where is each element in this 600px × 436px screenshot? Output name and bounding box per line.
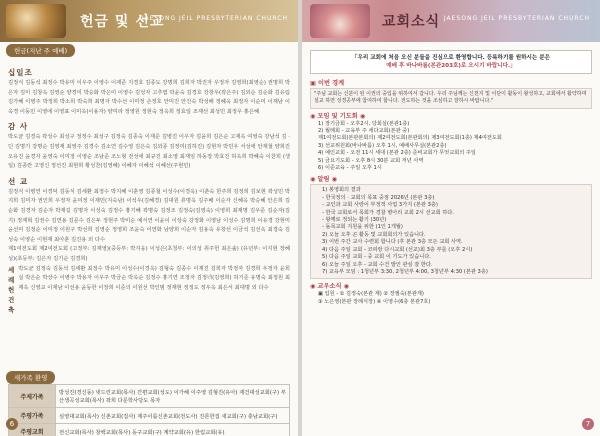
row-text: 방성진(경신동) 넷드린교회(목사) 간편교회(성도) 이가혜 이주영 김형진(유아) 재건대성교회(구) 부산생곡성교회(목사) 곽희 다문학사당도 목자: [56, 385, 290, 408]
tithe-names: 김정식 김동석 최정수 박유미 이우주 이영수 이재준 지경호 김종도 강명희 김희자 박진자 우정자 김영희(최영순) 권명희 박은자 김미 김창옥 김영순 양경미 박승화 박은미 이영수 김성자 고추엽 곽윤숙 김경호 강창우(곽은주) 김외순 김순화 김유림 김가혜 이병주 박정희 박소희 박숙희 최명자 박수선 이미정 손정호 안미진 안진숙 박성배 정혜옥 최정자 이순미 이재남 이옥경 이동민 이영애 이영표 이미옥(이용자) 양미라 정영원 정현숙 정옥희 정효일 조재선 최성민 최정우 홍은혜: [8, 80, 290, 115]
row-label: 주평교회: [9, 424, 56, 436]
building-offering: [8, 265, 290, 315]
right-page: [302, 0, 600, 436]
list-item: 3) 이번 주간 교사 수련회 합니다 (후 본관 3층 모든 교회 사역.: [322, 239, 463, 246]
list-item: - 교인과 교회 사랑이 부정적 사업 3가지 (본관 3층): [322, 202, 438, 209]
list-item: ▣ 입원 - ① 김정숙(본관 계) ② 장필숙(본관계): [318, 291, 424, 298]
group-names: 제1여전도회 제2여전도회 (고정부: 김재영)(중등부: 박지웅) 이성은(초청부: 이의성 취주헌 최은솔) (유년부: 이지현 장혜성)(초등부: 김은자 김기순 김경희): [8, 246, 290, 262]
building-names: 박도균 김정숙 김동석 김세환 최정수 박유미 이성수(이경옥) 김형숙 김종수 이재진 김희자 박정자 김경희 우정자 윤희실 박은순 박상수 이병주 박용자 이우주 박금순 박옥순 김정수 홍기연 조정자 김정녀(김영희) 허기준 유명숙 최정원 최재옥 신영교 이재남 이선용 윤동한 이장희 이준의 이원선 박인범 정재현 정정도 정우옥 최은서 최대명 외 다수: [18, 265, 290, 291]
category-label: 십일조: [8, 68, 33, 77]
row-text: 전신교회(목사) 창백교회(목사) 동구교회(구) 계약교회(유) 한림교회(유): [56, 424, 290, 436]
notice-line: 「우리 교회에 처음 오신 분들을 진심으로 환영합니다. 등록하기를 원하시는 분은: [351, 55, 551, 61]
section-title: ◉ 교우소식 ◉: [310, 283, 350, 291]
list-item: 제1여전도회(본관본회의) 제2여전도회(본관회의) 제3여전도회(1층) 제4여전도회: [318, 135, 502, 142]
table-row: [9, 408, 290, 424]
thanks-names: 박도균 김경숙 곽성수 최성구 정정수 최성구 김정숙 김종숙 이재준 김병진 이우자 김윤희 김은순 고재옥 여영숙 강남석 김 · 딘 김명기 강명순 김영재 최영주 김경수 김소연 김수영 김은숙 김외종 김정미(김하진) 김현자 박민우 서성애 안재철 양희진 오유진 윤경자 윤영숙 이미정 이영순 조남준 조노형 전성애 최규진 최소영 최재임 하동장 박효진 허옥희 박혜숙 이찬희 (생일) 김종란 고영신 정선진 최현희 황성찬(김영혜) 이혜자 이혜석 이혜선(주현민): [8, 134, 290, 170]
category-label: 선 교: [8, 176, 29, 186]
list-item: 6) 이준교육 - 주일 오후 1시: [318, 165, 382, 172]
list-item: 4) 예인교회 - 오전 11시 세대 (본관 2층) 준비교회가 무엇교회의 주일: [318, 150, 476, 157]
list-item: 2) 오늘 오후 곤 활동 및 교회회의가 있습니다.: [322, 231, 426, 238]
meeting-list: [310, 121, 592, 173]
page-title: 교회소식: [382, 14, 441, 30]
church-news: [310, 76, 592, 306]
section-title: ◉ 모임 및 기도회 ◉: [310, 112, 366, 120]
list-item: - 한국 교회로서 목회가 경찰 병아리 교회 2시 선교회 하다.: [322, 209, 454, 216]
page-number: 6: [6, 418, 18, 430]
announcement-box: [310, 184, 592, 279]
left-page: [0, 0, 298, 436]
mission-names: 김정식 이병연 이경덕 김동식 김세환 최정수 박지혜 이훈영 김종철 이성수(이경옥) 이춘숙 한주희 김정희 김보현 곽성민 박지희 김미자 권인희 우정자 윤미정 이재민(지숙남) 이석우(김혜경) 김대원 류명옥 김주배 이순자 신혜옥 박승혜 안은희 김순화 김경자 김순자 박재길 김명자 이성숙 김정수 홍기혜 곽명숙 김정조 김정숙(김영숙) 이영희 최재명 김우준 김순자(김지) 정재혁 김권수 김연용 김문수 김은두 정현주 박미순 예서연 이윤이 이상숙 강정화 이영남 이성수 김명희 이유경 강현미 윤선미 김정순 이미정 이원구 박선희 김영순 정영희 조윤숙 이연화 남양희 이순자 김용숙 유창선 이금석 김선옥 최경숙 김성숙 이영순 이현재 최아훈 김진용 외 다수: [8, 188, 290, 243]
row-label: 주평가족: [9, 408, 56, 424]
right-page-header: [302, 0, 600, 42]
section-title: ▣ 이번 경계: [310, 80, 345, 87]
newcomer-table: [8, 384, 290, 436]
newcomer-section-label: 새가족 환영: [6, 371, 55, 384]
row-label: 주제가족: [9, 385, 56, 408]
welcome-notice: [310, 50, 592, 74]
page-title: 헌금 및 선교: [80, 14, 165, 30]
list-item: 3) 선교위원회(바나바룸) 오후 1시, 예배사무실(본관2층): [318, 142, 447, 149]
list-item: 7) 교육부 모임 : 1청년부 3:30, 2청년부 4:00, 3청년부 4:30 (본관 3층): [322, 268, 488, 275]
list-item: - 돌목교회 지원을 위한 (1인 1개월): [322, 224, 403, 231]
praise-photo: [6, 4, 66, 38]
warning-text: "주님 교회는 신분이 된 이권의 중입을 위하여서 갑니다. 우리 주님께는 신천지 및 이단이 활동이 왕성하고, 교회에서 활약하며 설교 하면 성경공부에 참여하여 합니다. 전도하는 것을 조심하고 잘하시 바랍니다.": [314, 91, 587, 105]
list-item: 5) 금요기도회 - 오후 8시 30분 교회 저년 사역: [318, 157, 424, 164]
category-label: 감 사: [8, 122, 29, 132]
list-item: ③ 노은영(본관 장례식장) ④ 이영수(6층 본관7호): [318, 298, 431, 305]
table-row: [9, 424, 290, 436]
offering-list: [8, 57, 290, 367]
section-title: ◉ 알림 ◉: [310, 176, 338, 184]
church-name: JAESONG JEIL PRESBYTERIAN CHURCH: [443, 15, 590, 22]
left-page-header: [0, 0, 298, 42]
list-item: - 왕께로 정되는 활기 (30년): [322, 217, 387, 224]
list-item: - 한국정의 · 교회의 목표 중점 2026년 (본관 3층): [322, 194, 435, 201]
offering-section-label: 헌금(지난 주 예배): [6, 44, 75, 57]
list-item: 1) 장기금회 - 오후2시, 당회실(본관1층): [318, 120, 410, 127]
list-item: 1) 봉영회의 결과: [322, 187, 361, 194]
warning-box: [310, 88, 592, 109]
flower-photo: [310, 4, 370, 38]
announcement-list: [314, 187, 588, 276]
list-item: 2) 월례회 - 교육부 주 세다교회(본관 중): [318, 128, 410, 134]
page-number: 7: [582, 418, 594, 430]
list-item: 5) 다음 주일 교회 - 중 교회 이 기도가 있습니다.: [322, 254, 431, 261]
member-news-list: [310, 291, 592, 306]
list-item: 6) 오늘 주일 오후 - 교회 수건 발인 관심 잘 한다.: [322, 261, 433, 268]
row-text: 심영대교회(목사) 신촌교회(집사) 제주이룸신촌교회(전도사) 진론한집 새교회(구) 충남교회(구): [56, 408, 290, 424]
notice-line: 예배 후 바나바룸(본관203호)로 오시기 바랍니다.」: [386, 63, 516, 69]
building-label: 세 례 헌 건 축: [8, 265, 15, 314]
church-name: JAESONG JEIL PRESBYTERIAN CHURCH: [141, 15, 288, 22]
table-row: [9, 385, 290, 408]
list-item: 4) 다음 주일 교회 - 코피랑 다시교회 (선교)회 3층 부를 (오후 2시): [322, 246, 473, 253]
